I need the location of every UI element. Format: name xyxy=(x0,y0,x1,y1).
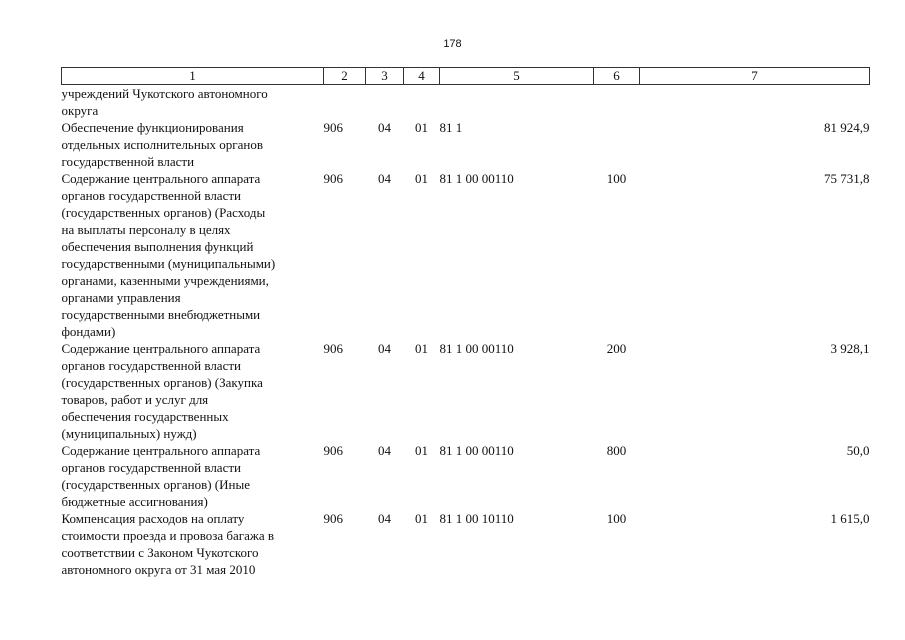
row-admin-code: 906 xyxy=(323,341,343,356)
header-col-5: 5 xyxy=(440,68,594,85)
row-expense-type: 100 xyxy=(606,171,627,186)
row-subsection-code: 01 xyxy=(415,443,428,458)
description-line: государственными (муниципальными) xyxy=(61,256,276,271)
description-line: органов государственной власти xyxy=(61,358,241,373)
row-expense-type: 200 xyxy=(606,341,627,356)
row-target-article: 81 1 00 00110 xyxy=(439,443,514,458)
table-row xyxy=(62,340,870,442)
header-col-2: 2 xyxy=(324,68,366,85)
row-target-article: 81 1 00 00110 xyxy=(439,341,514,356)
row-description xyxy=(62,85,324,120)
description-line: фондами) xyxy=(61,324,116,339)
row-expense-type: 800 xyxy=(606,443,627,458)
description-line: на выплаты персоналу в целях xyxy=(61,222,231,237)
row-section-code: 04 xyxy=(378,511,391,526)
row-description xyxy=(62,510,324,578)
description-line: государственными внебюджетными xyxy=(61,307,261,322)
table-body xyxy=(62,85,870,579)
description-line: округа xyxy=(61,103,99,118)
description-line: Обеспечение функционирования xyxy=(61,120,244,135)
header-col-4: 4 xyxy=(404,68,440,85)
row-admin-code xyxy=(324,85,366,120)
row-amount: 1 615,0 xyxy=(830,511,870,526)
description-line: обеспечения государственных xyxy=(61,409,229,424)
description-line: Компенсация расходов на оплату xyxy=(61,511,245,526)
row-section-code: 04 xyxy=(378,341,391,356)
header-row xyxy=(62,68,870,85)
row-subsection-code: 01 xyxy=(415,171,428,186)
header-col-6: 6 xyxy=(594,68,640,85)
description-line: (государственных органов) (Закупка xyxy=(61,375,263,390)
description-line: отдельных исполнительных органов xyxy=(61,137,263,152)
row-subsection-code: 01 xyxy=(415,120,428,135)
row-amount: 50,0 xyxy=(846,443,870,458)
description-line: (государственных органов) (Расходы xyxy=(61,205,266,220)
row-admin-code: 906 xyxy=(323,120,343,135)
page-number: 178 xyxy=(443,38,462,50)
row-expense-type xyxy=(594,119,640,170)
description-line: стоимости проезда и провоза багажа в xyxy=(61,528,275,543)
row-target-article xyxy=(440,85,594,120)
description-line: (государственных органов) (Иные xyxy=(61,477,250,492)
description-line: (муниципальных) нужд) xyxy=(61,426,197,441)
row-subsection-code: 01 xyxy=(415,341,428,356)
row-target-article: 81 1 00 10110 xyxy=(439,511,514,526)
row-amount: 3 928,1 xyxy=(830,341,870,356)
header-col-1: 1 xyxy=(62,68,324,85)
description-line: товаров, работ и услуг для xyxy=(61,392,209,407)
row-amount: 81 924,9 xyxy=(824,120,870,135)
row-expense-type xyxy=(594,85,640,120)
row-target-article: 81 1 00 00110 xyxy=(439,171,514,186)
table-row xyxy=(62,510,870,578)
table-row xyxy=(62,119,870,170)
row-section-code: 04 xyxy=(378,120,391,135)
row-admin-code: 906 xyxy=(323,171,343,186)
description-line: органов государственной власти xyxy=(61,460,241,475)
row-description xyxy=(62,442,324,510)
table-row xyxy=(62,170,870,340)
description-line: органами, казенными учреждениями, xyxy=(61,273,269,288)
description-line: органами управления xyxy=(61,290,181,305)
row-description xyxy=(62,119,324,170)
row-amount: 75 731,8 xyxy=(824,171,870,186)
row-section-code xyxy=(366,85,404,120)
description-line: Содержание центрального аппарата xyxy=(61,341,261,356)
description-line: учреждений Чукотского автономного xyxy=(61,86,268,101)
description-line: Содержание центрального аппарата xyxy=(61,443,261,458)
budget-table xyxy=(61,67,870,578)
row-subsection-code: 01 xyxy=(415,511,428,526)
row-expense-type: 100 xyxy=(606,511,627,526)
table-row xyxy=(62,85,870,120)
table-row xyxy=(62,442,870,510)
row-description xyxy=(62,340,324,442)
row-target-article: 81 1 xyxy=(439,120,463,135)
header-col-7: 7 xyxy=(640,68,870,85)
row-admin-code: 906 xyxy=(323,443,343,458)
row-amount xyxy=(640,85,870,120)
description-line: Содержание центрального аппарата xyxy=(61,171,261,186)
description-line: государственной власти xyxy=(61,154,195,169)
description-line: соответствии с Законом Чукотского xyxy=(61,545,259,560)
description-line: органов государственной власти xyxy=(61,188,241,203)
description-line: автономного округа от 31 мая 2010 xyxy=(61,562,256,577)
description-line: обеспечения выполнения функций xyxy=(61,239,254,254)
row-description xyxy=(62,170,324,340)
row-section-code: 04 xyxy=(378,443,391,458)
description-line: бюджетные ассигнования) xyxy=(61,494,208,509)
header-col-3: 3 xyxy=(366,68,404,85)
row-admin-code: 906 xyxy=(323,511,343,526)
row-section-code: 04 xyxy=(378,171,391,186)
row-subsection-code xyxy=(404,85,440,120)
